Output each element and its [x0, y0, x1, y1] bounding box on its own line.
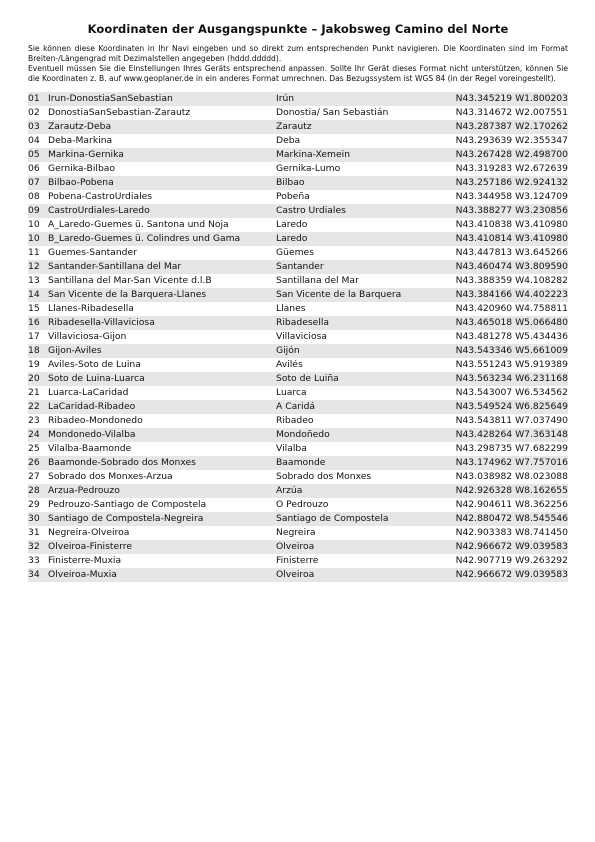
stage-number: 32 — [28, 540, 48, 554]
stage-number: 03 — [28, 120, 48, 134]
stage-route: Villaviciosa-Gijon — [48, 331, 127, 342]
start-place: Deba — [276, 135, 301, 146]
gps-coordinates: N42.904611 W8.362256 — [455, 499, 568, 510]
stage-route: Mondonedo-Vilalba — [48, 428, 276, 442]
stage-number: 25 — [28, 443, 40, 454]
stage-number: 24 — [28, 428, 48, 442]
stage-route: Aviles-Soto de Luina — [48, 359, 141, 370]
stage-number: 17 — [28, 331, 40, 342]
stage-number: 08 — [28, 191, 40, 202]
gps-coordinates: N43.410838 W3.410980 — [455, 219, 568, 230]
stage-route: San Vicente de la Barquera-Llanes — [48, 288, 276, 302]
gps-coordinates: N43.563234 W6.231168 — [436, 372, 568, 386]
start-place: Olveiroa — [276, 540, 436, 554]
gps-coordinates: N43.543811 W7.037490 — [455, 415, 568, 426]
table-row — [28, 288, 568, 302]
gps-coordinates: N43.298735 W7.682299 — [455, 443, 568, 454]
table-row — [28, 386, 568, 400]
gps-coordinates: N42.966672 W9.039583 — [436, 540, 568, 554]
gps-coordinates: N42.880472 W8.545546 — [436, 512, 568, 526]
start-place: Ribadeo — [276, 415, 314, 426]
stage-route: Santiago de Compostela-Negreira — [48, 512, 276, 526]
table-row — [28, 456, 568, 470]
start-place: Luarca — [276, 387, 307, 398]
start-place: Gernika-Lumo — [276, 163, 341, 174]
gps-coordinates: N43.551243 W5.919389 — [455, 359, 568, 370]
gps-coordinates: N43.174962 W7.757016 — [436, 456, 568, 470]
stage-number: 20 — [28, 372, 48, 386]
gps-coordinates: N43.543007 W6.534562 — [455, 387, 568, 398]
table-row — [28, 554, 568, 568]
gps-coordinates: N43.257186 W2.924132 — [436, 176, 568, 190]
table-row — [28, 344, 568, 358]
stage-route: Sobrado dos Monxes-Arzua — [48, 471, 173, 482]
gps-coordinates: N43.345219 W1.800203 — [436, 92, 568, 106]
start-place: Ribadesella — [276, 316, 436, 330]
table-row — [28, 400, 568, 414]
table-row — [28, 428, 568, 442]
table-row — [28, 484, 568, 498]
stage-number: 10 — [28, 219, 40, 230]
table-row — [28, 232, 568, 246]
start-place: San Vicente de la Barquera — [276, 288, 436, 302]
table-row — [28, 526, 568, 540]
start-place: Güemes — [276, 247, 314, 258]
start-place: Santander — [276, 260, 436, 274]
table-row — [28, 372, 568, 386]
gps-coordinates: N43.267428 W2.498700 — [436, 148, 568, 162]
start-place: O Pedrouzo — [276, 499, 329, 510]
table-row — [28, 190, 568, 204]
stage-number: 04 — [28, 135, 40, 146]
stage-number: 09 — [28, 204, 48, 218]
gps-coordinates: N43.481278 W5.434436 — [455, 331, 568, 342]
gps-coordinates: N43.388359 W4.108282 — [455, 275, 568, 286]
start-place: Avilés — [276, 359, 303, 370]
start-place: Santillana del Mar — [276, 275, 359, 286]
stage-route: B_Laredo-Guemes ü. Colindres und Gama — [48, 232, 276, 246]
gps-coordinates: N43.344958 W3.124709 — [455, 191, 568, 202]
start-place: A Caridá — [276, 400, 436, 414]
table-row — [28, 92, 568, 106]
stage-route: A_Laredo-Guemes ü. Santona und Noja — [48, 219, 229, 230]
stage-number: 10 — [28, 232, 48, 246]
table-row — [28, 106, 568, 120]
table-row — [28, 358, 568, 372]
table-row — [28, 260, 568, 274]
stage-route: Bilbao-Pobena — [48, 176, 276, 190]
coordinates-table-body — [28, 92, 568, 582]
stage-route: CastroUrdiales-Laredo — [48, 204, 276, 218]
gps-coordinates: N43.465018 W5.066480 — [436, 316, 568, 330]
table-row — [28, 148, 568, 162]
table-row — [28, 498, 568, 512]
start-place: Arzúa — [276, 484, 436, 498]
start-place: Soto de Luiña — [276, 372, 436, 386]
stage-route: Vilalba-Baamonde — [48, 443, 132, 454]
stage-route: DonostiaSanSebastian-Zarautz — [48, 107, 191, 118]
table-row — [28, 442, 568, 456]
stage-number: 28 — [28, 484, 48, 498]
stage-number: 23 — [28, 415, 40, 426]
table-row — [28, 176, 568, 190]
start-place: Mondoñedo — [276, 428, 436, 442]
stage-route: Luarca-LaCaridad — [48, 387, 129, 398]
stage-number: 15 — [28, 303, 40, 314]
stage-number: 30 — [28, 512, 48, 526]
stage-number: 07 — [28, 176, 48, 190]
start-place: Markina-Xemein — [276, 148, 436, 162]
stage-route: Santillana del Mar-San Vicente d.l.B — [48, 275, 212, 286]
stage-number: 26 — [28, 456, 48, 470]
stage-route: Zarautz-Deba — [48, 120, 276, 134]
start-place: Donostia/ San Sebastián — [276, 107, 389, 118]
gps-coordinates: N43.410814 W3.410980 — [436, 232, 568, 246]
stage-route: Finisterre-Muxia — [48, 555, 122, 566]
start-place: Castro Urdiales — [276, 204, 436, 218]
table-row — [28, 540, 568, 554]
stage-number: 19 — [28, 359, 40, 370]
table-row — [28, 204, 568, 218]
stage-route: Deba-Markina — [48, 135, 113, 146]
start-place: Irún — [276, 92, 436, 106]
stage-route: Guemes-Santander — [48, 247, 137, 258]
table-row — [28, 120, 568, 134]
intro-paragraph: Sie können diese Koordinaten in Ihr Navi eingeben und so direkt zum entsprechenden Punkt navigieren. Die Koordinaten sind im Format Breiten-/Längengrad mit Dezimalstellen angegeben (hddd.ddddd). — [28, 44, 568, 63]
gps-coordinates: N43.549524 W6.825649 — [436, 400, 568, 414]
stage-number: 27 — [28, 471, 40, 482]
table-row — [28, 162, 568, 176]
start-place: Pobeña — [276, 191, 310, 202]
gps-coordinates: N43.388277 W3.230856 — [436, 204, 568, 218]
stage-route: Olveiroa-Muxia — [48, 568, 276, 582]
gps-coordinates: N43.038982 W8.023088 — [455, 471, 568, 482]
stage-route: Ribadesella-Villaviciosa — [48, 316, 276, 330]
gps-coordinates: N43.287387 W2.170262 — [436, 120, 568, 134]
gps-coordinates: N43.543346 W5.661009 — [436, 344, 568, 358]
stage-route: Markina-Gernika — [48, 148, 276, 162]
table-row — [28, 414, 568, 428]
table-row — [28, 512, 568, 526]
start-place: Vilalba — [276, 443, 307, 454]
stage-route: Ribadeo-Mondonedo — [48, 415, 143, 426]
stage-route: Olveiroa-Finisterre — [48, 540, 276, 554]
gps-coordinates: N43.420960 W4.758811 — [455, 303, 568, 314]
stage-number: 12 — [28, 260, 48, 274]
document-page — [28, 22, 568, 582]
stage-route: Arzua-Pedrouzo — [48, 484, 276, 498]
start-place: Santiago de Compostela — [276, 512, 436, 526]
table-row — [28, 330, 568, 344]
intro-paragraph: Eventuell müssen Sie die Einstellungen Ihres Geräts entsprechend anpassen. Sollte Ihr Gerät dieses Format nicht unterstützen, können Sie die Koordinaten z. B. auf www.geoplaner.de in ein anderes Format umrechnen. Das Bezugssystem ist WGS 84 (in der Regel voreingestellt). — [28, 64, 568, 83]
gps-coordinates: N42.966672 W9.039583 — [436, 568, 568, 582]
coordinates-table — [28, 92, 568, 582]
start-place: Laredo — [276, 232, 436, 246]
stage-route: Santander-Santillana del Mar — [48, 260, 276, 274]
stage-route: Soto de Luina-Luarca — [48, 372, 276, 386]
start-place: Baamonde — [276, 456, 436, 470]
gps-coordinates: N42.926328 W8.162655 — [436, 484, 568, 498]
table-row — [28, 274, 568, 288]
stage-number: 33 — [28, 555, 40, 566]
start-place: Finisterre — [276, 555, 319, 566]
stage-number: 11 — [28, 247, 40, 258]
stage-number: 02 — [28, 107, 40, 118]
table-row — [28, 316, 568, 330]
gps-coordinates: N43.428264 W7.363148 — [436, 428, 568, 442]
page-title: Koordinaten der Ausgangspunkte – Jakobsweg Camino del Norte — [87, 22, 509, 36]
stage-route: Irun-DonostiaSanSebastian — [48, 92, 276, 106]
stage-route: Negreira-Olveiroa — [48, 527, 130, 538]
start-place: Villaviciosa — [276, 331, 328, 342]
table-row — [28, 568, 568, 582]
intro-text — [28, 44, 568, 84]
stage-route: LaCaridad-Ribadeo — [48, 400, 276, 414]
stage-number: 34 — [28, 568, 48, 582]
stage-number: 06 — [28, 163, 40, 174]
stage-number: 29 — [28, 499, 40, 510]
gps-coordinates: N42.907719 W9.263292 — [455, 555, 568, 566]
start-place: Zarautz — [276, 120, 436, 134]
stage-route: Baamonde-Sobrado dos Monxes — [48, 456, 276, 470]
table-row — [28, 246, 568, 260]
stage-number: 31 — [28, 527, 40, 538]
stage-route: Gijon-Aviles — [48, 344, 276, 358]
table-row — [28, 470, 568, 484]
start-place: Olveiroa — [276, 568, 436, 582]
gps-coordinates: N43.314672 W2.007551 — [455, 107, 568, 118]
gps-coordinates: N43.293639 W2.355347 — [455, 135, 568, 146]
gps-coordinates: N43.319283 W2.672639 — [455, 163, 568, 174]
stage-number: 05 — [28, 148, 48, 162]
stage-number: 18 — [28, 344, 48, 358]
gps-coordinates: N43.460474 W3.809590 — [436, 260, 568, 274]
table-row — [28, 302, 568, 316]
start-place: Negreira — [276, 527, 316, 538]
stage-route: Llanes-Ribadesella — [48, 303, 134, 314]
stage-number: 16 — [28, 316, 48, 330]
start-place: Sobrado dos Monxes — [276, 471, 372, 482]
table-row — [28, 218, 568, 232]
stage-route: Gernika-Bilbao — [48, 163, 116, 174]
stage-route: Pobena-CastroUrdiales — [48, 191, 153, 202]
stage-number: 01 — [28, 92, 48, 106]
stage-number: 22 — [28, 400, 48, 414]
stage-number: 13 — [28, 275, 40, 286]
stage-number: 14 — [28, 288, 48, 302]
start-place: Laredo — [276, 219, 308, 230]
gps-coordinates: N43.384166 W4.402223 — [436, 288, 568, 302]
stage-number: 21 — [28, 387, 40, 398]
start-place: Bilbao — [276, 176, 436, 190]
start-place: Llanes — [276, 303, 306, 314]
stage-route: Pedrouzo-Santiago de Compostela — [48, 499, 207, 510]
gps-coordinates: N42.903383 W8.741450 — [455, 527, 568, 538]
table-row — [28, 134, 568, 148]
start-place: Gijón — [276, 344, 436, 358]
gps-coordinates: N43.447813 W3.645266 — [455, 247, 568, 258]
